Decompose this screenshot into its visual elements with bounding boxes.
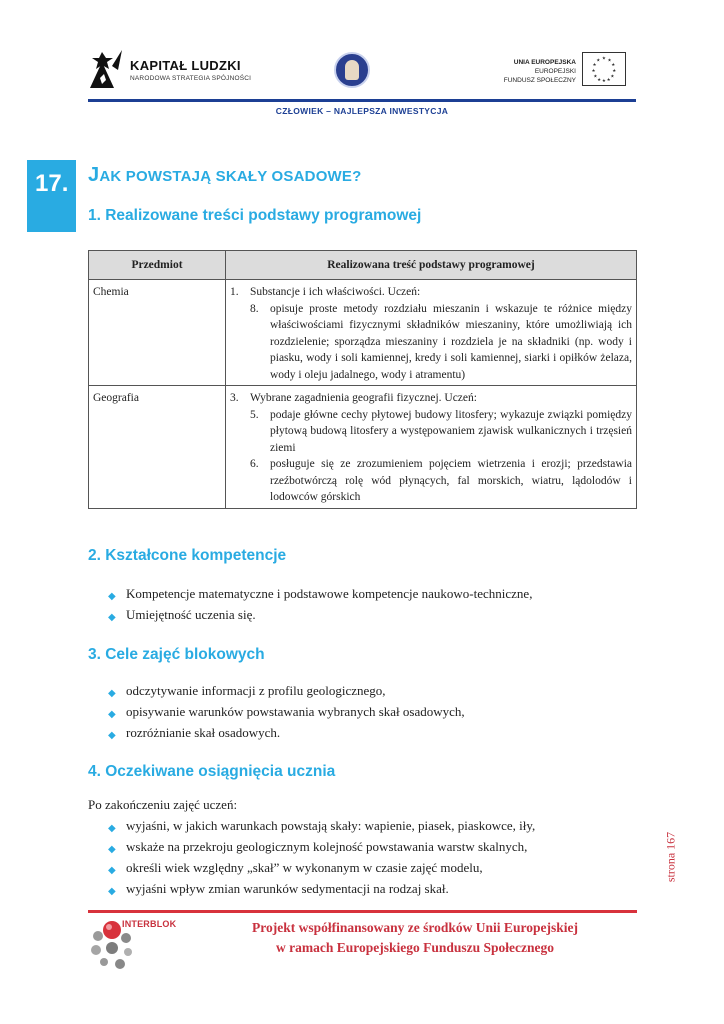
list-item-text: wyjaśni, w jakich warunkach powstają skały: wapienie, piasek, piaskowce, iły, [126,818,536,833]
topic-number: 1. [230,286,239,298]
point-number: 5. [250,408,259,421]
kapital-ludzki-title: KAPITAŁ LUDZKI [130,58,241,73]
curriculum-table [88,250,637,509]
point-number: 6. [250,458,259,470]
footer-divider [88,910,637,913]
diamond-bullet-icon: ◆ [108,886,116,897]
footer-funding-text [200,918,630,958]
svg-text:★: ★ [610,74,615,80]
eu-label-line3: FUNDUSZ SPOŁECZNY [503,77,576,84]
list-item-text: Kompetencje matematyczne i podstawowe kompetencje naukowo-techniczne, [126,586,533,601]
interblok-label: INTERBLOK [122,919,177,929]
svg-text:★: ★ [601,56,607,62]
list-item [108,606,532,627]
diamond-bullet-icon: ◆ [108,591,116,602]
table-cell-subject: Geografia [89,386,226,509]
eu-flag-icon [582,52,626,86]
table-cell-content [226,280,637,386]
table-cell-content [226,386,637,509]
header-divider [88,99,636,102]
section-heading-outcomes: 4. Oczekiwane osiągnięcia ucznia [88,763,336,780]
list-item [108,859,535,880]
eu-label-line2: EUROPEJSKI [534,68,576,75]
footer-line2: w ramach Europejskiego Funduszu Społecznego [275,940,555,955]
tagline: CZŁOWIEK – NAJLEPSZA INWESTYCJA [275,106,449,116]
svg-text:★: ★ [597,78,602,84]
diamond-bullet-icon: ◆ [108,823,116,834]
svg-text:★: ★ [606,78,611,84]
list-item-text: odczytywanie informacji z profilu geologicznego, [126,683,386,698]
svg-text:★: ★ [611,63,616,69]
page-number [664,822,678,892]
table-header-content: Realizowana treść podstawy programowej [226,251,637,280]
kapital-ludzki-subtitle: NARODOWA STRATEGIA SPÓJNOŚCI [130,75,252,82]
diamond-bullet-icon: ◆ [108,612,116,623]
list-item-text: opisywanie warunków powstawania wybranych skał osadowych, [126,704,465,719]
list-item [108,838,535,859]
list-item [108,585,532,606]
diamond-bullet-icon: ◆ [108,865,116,876]
kapital-ludzki-logo-icon [88,48,124,90]
table-cell-subject: Chemia [89,280,226,386]
diamond-bullet-icon: ◆ [108,844,116,855]
page-number-text: strona 167 [663,831,678,883]
chapter-title-initial: J [88,164,100,186]
competences-list [108,585,532,627]
section-heading-goals: 3. Cele zajęć blokowych [88,646,265,663]
list-item-text: Umiejętność uczenia się. [126,607,256,622]
chapter-title [88,164,361,187]
diamond-bullet-icon: ◆ [108,688,116,699]
outcomes-intro: Po zakończeniu zajęć uczeń: [88,797,238,812]
topic-text: Wybrane zagadnienia geografii fizycznej. Uczeń: [250,392,477,404]
point-number: 8. [250,302,259,315]
svg-text:★: ★ [592,63,597,69]
svg-text:★: ★ [593,74,598,80]
list-item-text: wskaże na przekroju geologicznym kolejność powstawania warstw skalnych, [126,839,528,854]
eu-label-line1: UNIA EUROPEJSKA [513,59,576,66]
chapter-title-rest: AK POWSTAJĄ SKAŁY OSADOWE? [99,168,362,185]
diamond-bullet-icon: ◆ [108,730,116,741]
list-item-text: wyjaśni wpływ zmian warunków sedymentacji na rodzaj skał. [126,881,449,896]
footer-line1: Projekt współfinansowany ze środków Unii Europejskiej [252,920,578,935]
svg-text:★: ★ [607,58,612,64]
list-item [108,817,535,838]
svg-text:★: ★ [612,68,617,74]
svg-text:★: ★ [596,58,601,64]
topic-text: Substancje i ich właściwości. Uczeń: [250,286,421,298]
list-item [108,703,465,724]
table-row [89,280,637,386]
section-heading-competences: 2. Kształcone kompetencje [88,547,287,564]
page-header [0,0,724,100]
table-row [89,386,637,509]
section-heading-curriculum: 1. Realizowane treści podstawy programowej [88,207,422,224]
topic-number: 3. [230,392,239,404]
svg-text:★: ★ [601,79,607,85]
point-text: podaje główne cechy płytowej budowy litosfery; wykazuje związki pomiędzy płytową budową litosfery a występowaniem zjawisk wulkanicznych i trzęsień ziemi [270,408,632,454]
outcomes-list [108,817,535,901]
point-text: opisuje proste metody rozdziału mieszanin i wskazuje te różnice między właściwościami fizycznymi składników mieszaniny, które umożliwiają ich rozdzielenie; sporządza mieszaniny i rozdziela je na składniki (np. wody i piasku, wody i soli kamiennej, kredy i soli kamiennej, siarki i opiłków żelaza, wody i oleju jadalnego, wody i atramentu) [270,302,632,381]
eu-label [504,58,576,85]
goals-list [108,682,465,745]
table-header-subject: Przedmiot [89,251,226,280]
list-item [108,880,535,901]
chapter-number-badge: 17. [27,160,76,232]
point-text: posługuje się ze zrozumieniem pojęciem wietrzenia i erozji; przedstawia rzeźbotwórczą rolę wód płynących, fal morskich, wiatru, lądolodów i lodowców górskich [270,458,632,503]
list-item [108,682,465,703]
diamond-bullet-icon: ◆ [108,709,116,720]
list-item-text: określi wiek względny „skał” w wykonanym w czasie zajęć modelu, [126,860,483,875]
svg-text:★: ★ [591,68,596,74]
list-item [108,724,465,745]
school-seal-icon [334,52,370,88]
list-item-text: rozróżnianie skał osadowych. [126,725,281,740]
